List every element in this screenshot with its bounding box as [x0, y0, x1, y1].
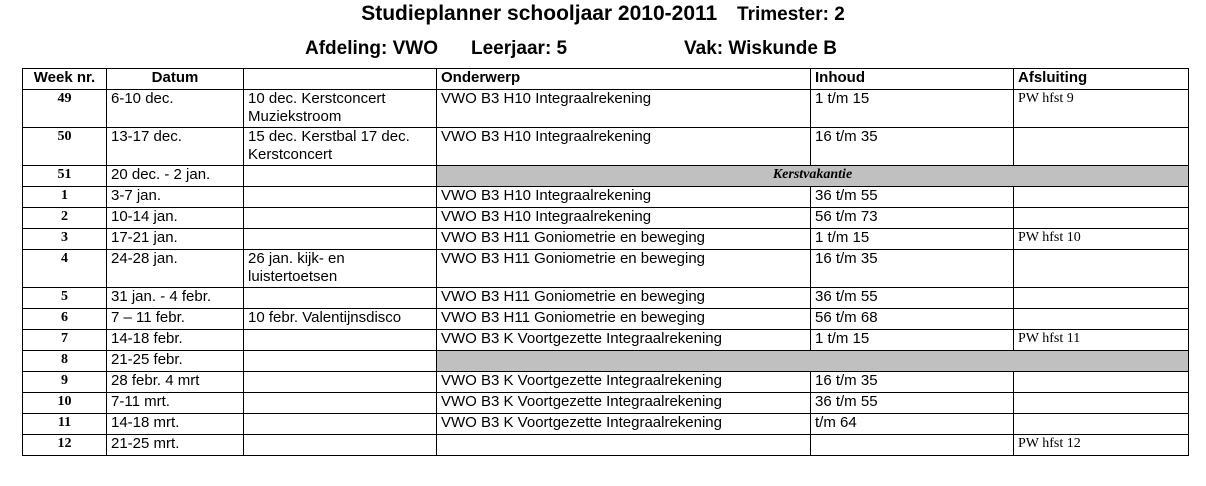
datum-cell: 7 – 11 febr. — [107, 309, 244, 330]
table-row — [23, 250, 1189, 288]
onderwerp-cell: VWO B3 H11 Goniometrie en beweging — [437, 250, 811, 288]
table-row — [23, 229, 1189, 250]
afsluiting-cell: PW hfst 12 — [1014, 435, 1189, 456]
week-cell: 3 — [23, 229, 107, 250]
table-row — [23, 351, 1189, 372]
afsluiting-cell: PW hfst 9 — [1014, 90, 1189, 128]
study-planner-table — [22, 68, 1189, 456]
inhoud-cell: 36 t/m 55 — [811, 288, 1014, 309]
inhoud-cell: 56 t/m 68 — [811, 309, 1014, 330]
week-cell: 11 — [23, 414, 107, 435]
onderwerp-cell: VWO B3 H11 Goniometrie en beweging — [437, 309, 811, 330]
vacation-bar: Kerstvakantie — [437, 166, 1189, 187]
table-row — [23, 435, 1189, 456]
inhoud-cell: 1 t/m 15 — [811, 229, 1014, 250]
week-cell: 49 — [23, 90, 107, 128]
inhoud-cell: 1 t/m 15 — [811, 330, 1014, 351]
onderwerp-cell: VWO B3 K Voortgezette Integraalrekening — [437, 330, 811, 351]
table-row — [23, 288, 1189, 309]
onderwerp-cell: VWO B3 H10 Integraalrekening — [437, 208, 811, 229]
afsluiting-cell — [1014, 250, 1189, 288]
event-cell — [244, 187, 437, 208]
table-row — [23, 309, 1189, 330]
column-header-event — [244, 69, 437, 90]
event-cell — [244, 166, 437, 187]
table-row — [23, 128, 1189, 166]
table-row — [23, 414, 1189, 435]
event-cell: 10 febr. Valentijnsdisco — [244, 309, 437, 330]
column-header-onderwerp: Onderwerp — [437, 69, 811, 90]
column-header-datum: Datum — [107, 69, 244, 90]
datum-cell: 21-25 mrt. — [107, 435, 244, 456]
table-row — [23, 393, 1189, 414]
week-cell: 51 — [23, 166, 107, 187]
vak-label: Vak: Wiskunde B — [684, 38, 837, 59]
planner-title: Studieplanner schooljaar 2010-2011 — [361, 2, 718, 25]
week-cell: 10 — [23, 393, 107, 414]
onderwerp-cell: VWO B3 H10 Integraalrekening — [437, 90, 811, 128]
week-cell: 12 — [23, 435, 107, 456]
afsluiting-cell — [1014, 187, 1189, 208]
table-row — [23, 90, 1189, 128]
afsluiting-cell — [1014, 393, 1189, 414]
afsluiting-cell — [1014, 372, 1189, 393]
inhoud-cell — [811, 435, 1014, 456]
week-cell: 6 — [23, 309, 107, 330]
week-cell: 1 — [23, 187, 107, 208]
table-row — [23, 166, 1189, 187]
inhoud-cell: 56 t/m 73 — [811, 208, 1014, 229]
event-cell — [244, 330, 437, 351]
inhoud-cell: 16 t/m 35 — [811, 250, 1014, 288]
datum-cell: 3-7 jan. — [107, 187, 244, 208]
table-row — [23, 372, 1189, 393]
afsluiting-cell: PW hfst 11 — [1014, 330, 1189, 351]
event-cell — [244, 435, 437, 456]
week-cell: 50 — [23, 128, 107, 166]
inhoud-cell: 16 t/m 35 — [811, 128, 1014, 166]
inhoud-cell: 36 t/m 55 — [811, 393, 1014, 414]
onderwerp-cell: VWO B3 H11 Goniometrie en beweging — [437, 288, 811, 309]
event-cell: 26 jan. kijk- en luistertoetsen — [244, 250, 437, 288]
inhoud-cell: 1 t/m 15 — [811, 90, 1014, 128]
datum-cell: 20 dec. - 2 jan. — [107, 166, 244, 187]
event-cell: 15 dec. Kerstbal 17 dec. Kerstconcert — [244, 128, 437, 166]
table-row — [23, 330, 1189, 351]
event-cell — [244, 372, 437, 393]
datum-cell: 21-25 febr. — [107, 351, 244, 372]
week-cell: 5 — [23, 288, 107, 309]
datum-cell: 17-21 jan. — [107, 229, 244, 250]
week-cell: 2 — [23, 208, 107, 229]
column-header-week: Week nr. — [23, 69, 107, 90]
datum-cell: 14-18 mrt. — [107, 414, 244, 435]
onderwerp-cell: VWO B3 K Voortgezette Integraalrekening — [437, 393, 811, 414]
inhoud-cell: 16 t/m 35 — [811, 372, 1014, 393]
afsluiting-cell: PW hfst 10 — [1014, 229, 1189, 250]
event-cell — [244, 351, 437, 372]
onderwerp-cell: VWO B3 H11 Goniometrie en beweging — [437, 229, 811, 250]
afsluiting-cell — [1014, 128, 1189, 166]
afsluiting-cell — [1014, 414, 1189, 435]
event-cell — [244, 393, 437, 414]
week-cell: 8 — [23, 351, 107, 372]
week-cell: 9 — [23, 372, 107, 393]
datum-cell: 10-14 jan. — [107, 208, 244, 229]
datum-cell: 24-28 jan. — [107, 250, 244, 288]
afsluiting-cell — [1014, 288, 1189, 309]
column-header-inhoud: Inhoud — [811, 69, 1014, 90]
event-cell: 10 dec. Kerstconcert Muziekstroom — [244, 90, 437, 128]
vacation-bar — [437, 351, 1189, 372]
onderwerp-cell — [437, 435, 811, 456]
event-cell — [244, 288, 437, 309]
datum-cell: 7-11 mrt. — [107, 393, 244, 414]
datum-cell: 28 febr. 4 mrt — [107, 372, 244, 393]
onderwerp-cell: VWO B3 K Voortgezette Integraalrekening — [437, 372, 811, 393]
week-cell: 4 — [23, 250, 107, 288]
datum-cell: 31 jan. - 4 febr. — [107, 288, 244, 309]
inhoud-cell: 36 t/m 55 — [811, 187, 1014, 208]
table-row — [23, 208, 1189, 229]
datum-cell: 14-18 febr. — [107, 330, 244, 351]
event-cell — [244, 414, 437, 435]
afdeling-label: Afdeling: VWO — [305, 38, 438, 59]
datum-cell: 6-10 dec. — [107, 90, 244, 128]
table-row — [23, 187, 1189, 208]
subtitle-bar — [0, 38, 1206, 62]
week-cell: 7 — [23, 330, 107, 351]
onderwerp-cell: VWO B3 H10 Integraalrekening — [437, 128, 811, 166]
column-header-afsluiting: Afsluiting — [1014, 69, 1189, 90]
trimester-label: Trimester: 2 — [737, 4, 845, 25]
onderwerp-cell: VWO B3 H10 Integraalrekening — [437, 187, 811, 208]
afsluiting-cell — [1014, 208, 1189, 229]
event-cell — [244, 208, 437, 229]
page-title — [0, 2, 1206, 26]
leerjaar-label: Leerjaar: 5 — [471, 38, 568, 59]
inhoud-cell: t/m 64 — [811, 414, 1014, 435]
datum-cell: 13-17 dec. — [107, 128, 244, 166]
table-header-row — [23, 69, 1189, 90]
onderwerp-cell: VWO B3 K Voortgezette Integraalrekening — [437, 414, 811, 435]
afsluiting-cell — [1014, 309, 1189, 330]
event-cell — [244, 229, 437, 250]
